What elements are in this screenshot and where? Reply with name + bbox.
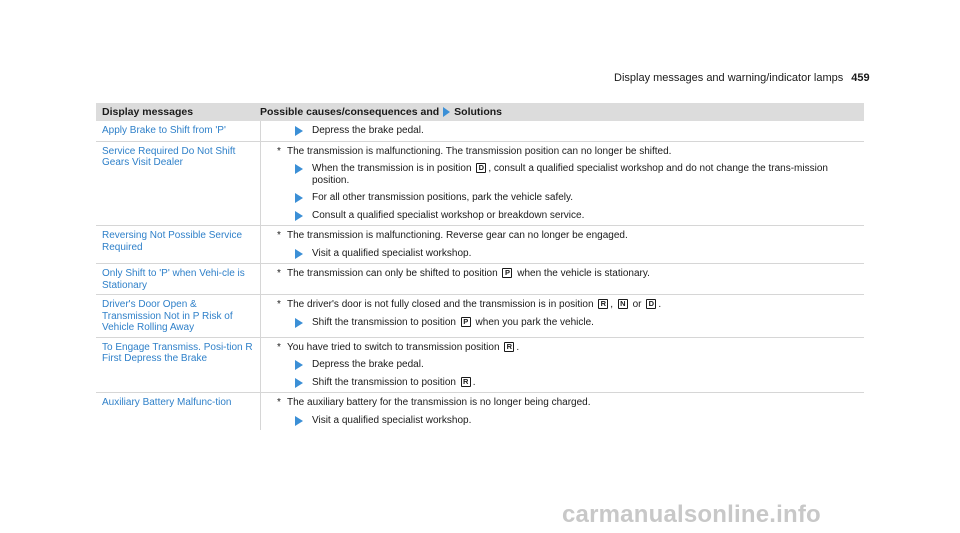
action-step: Depress the brake pedal. xyxy=(261,359,864,371)
play-arrow-icon xyxy=(443,107,450,117)
message-text: Service Required Do Not Shift Gears Visit Dealer xyxy=(102,145,236,168)
play-arrow-icon xyxy=(295,193,303,203)
play-arrow-icon xyxy=(295,360,303,370)
table-row xyxy=(96,295,864,338)
watermark: carmanualsonline.info xyxy=(562,501,821,528)
gear-n-symbol: N xyxy=(618,299,628,309)
table-row xyxy=(96,121,864,142)
gear-r-symbol: R xyxy=(598,299,608,309)
asterisk-icon: * xyxy=(277,341,281,353)
solution-cell xyxy=(260,393,864,430)
asterisk-icon: * xyxy=(277,397,281,408)
play-arrow-icon xyxy=(295,164,303,174)
action-step: Depress the brake pedal. xyxy=(261,125,864,137)
solution-cell xyxy=(260,226,864,263)
message-text: To Engage Transmiss. Posi-tion R First Depress the Brake xyxy=(102,341,253,364)
play-arrow-icon xyxy=(295,378,303,388)
play-arrow-icon xyxy=(295,318,303,328)
running-header xyxy=(614,72,870,84)
gear-p-symbol: P xyxy=(502,268,512,278)
gear-r-symbol: R xyxy=(461,377,471,387)
action-step: When the transmission is in position D , consult a qualified specialist workshop and do not change the trans-mission position. xyxy=(261,163,864,186)
action-step: Visit a qualified specialist workshop. xyxy=(261,415,864,427)
asterisk-icon: * xyxy=(277,268,281,279)
page-number: 459 xyxy=(851,72,870,84)
play-arrow-icon xyxy=(295,126,303,136)
cause-note: * The auxiliary battery for the transmission is no longer being charged. xyxy=(277,397,591,408)
table-row xyxy=(96,226,864,264)
col-header-causes: Possible causes/consequences and xyxy=(260,106,440,118)
gear-r-symbol: R xyxy=(504,342,514,352)
header-title: Display messages and warning/indicator lamps xyxy=(614,72,844,84)
gear-d-symbol: D xyxy=(646,299,656,309)
message-text: Reversing Not Possible Service Required xyxy=(102,230,243,253)
cause-note: * The transmission is malfunctioning. The transmission position can no longer be shifted. xyxy=(277,145,672,157)
table-row xyxy=(96,393,864,430)
display-messages-table xyxy=(96,103,864,430)
message-text: Auxiliary Battery Malfunc-tion xyxy=(102,397,232,408)
play-arrow-icon xyxy=(295,249,303,259)
col-header-messages: Display messages xyxy=(102,106,194,118)
col-header-solutions-label: Solutions xyxy=(454,106,503,118)
table-header xyxy=(96,103,864,121)
asterisk-icon: * xyxy=(277,299,281,310)
table-row xyxy=(96,142,864,227)
action-step: Shift the transmission to position R . xyxy=(261,377,864,389)
action-step: For all other transmission positions, park the vehicle safely. xyxy=(261,192,864,204)
gear-p-symbol: P xyxy=(461,317,471,327)
play-arrow-icon xyxy=(295,211,303,221)
asterisk-icon: * xyxy=(277,230,281,241)
action-step: Shift the transmission to position P when you park the vehicle. xyxy=(261,317,864,329)
table-row xyxy=(96,264,864,295)
message-text: Apply Brake to Shift from 'P' xyxy=(102,125,226,136)
cause-note: * You have tried to switch to transmission position R . xyxy=(277,341,520,353)
message-text: Only Shift to 'P' when Vehi-cle is Stationary xyxy=(102,268,245,291)
message-text: Driver's Door Open & Transmission Not in P Risk of Vehicle Rolling Away xyxy=(102,299,233,333)
solution-cell xyxy=(260,295,864,337)
solution-cell xyxy=(260,142,864,226)
asterisk-icon: * xyxy=(277,145,281,157)
col-header-solutions xyxy=(260,106,864,118)
solution-cell xyxy=(260,121,864,141)
play-arrow-icon xyxy=(295,416,303,426)
gear-d-symbol: D xyxy=(476,163,486,173)
cause-note: * The transmission is malfunctioning. Reverse gear can no longer be engaged. xyxy=(277,230,628,241)
solution-cell xyxy=(260,338,864,393)
action-step: Consult a qualified specialist workshop or breakdown service. xyxy=(261,210,864,222)
table-row xyxy=(96,338,864,394)
solution-cell xyxy=(260,264,864,294)
cause-note: * The transmission can only be shifted to position P when the vehicle is stationary. xyxy=(277,268,650,279)
action-step: Visit a qualified specialist workshop. xyxy=(261,248,864,260)
cause-note: * The driver's door is not fully closed and the transmission is in position R , N or D . xyxy=(277,299,662,310)
